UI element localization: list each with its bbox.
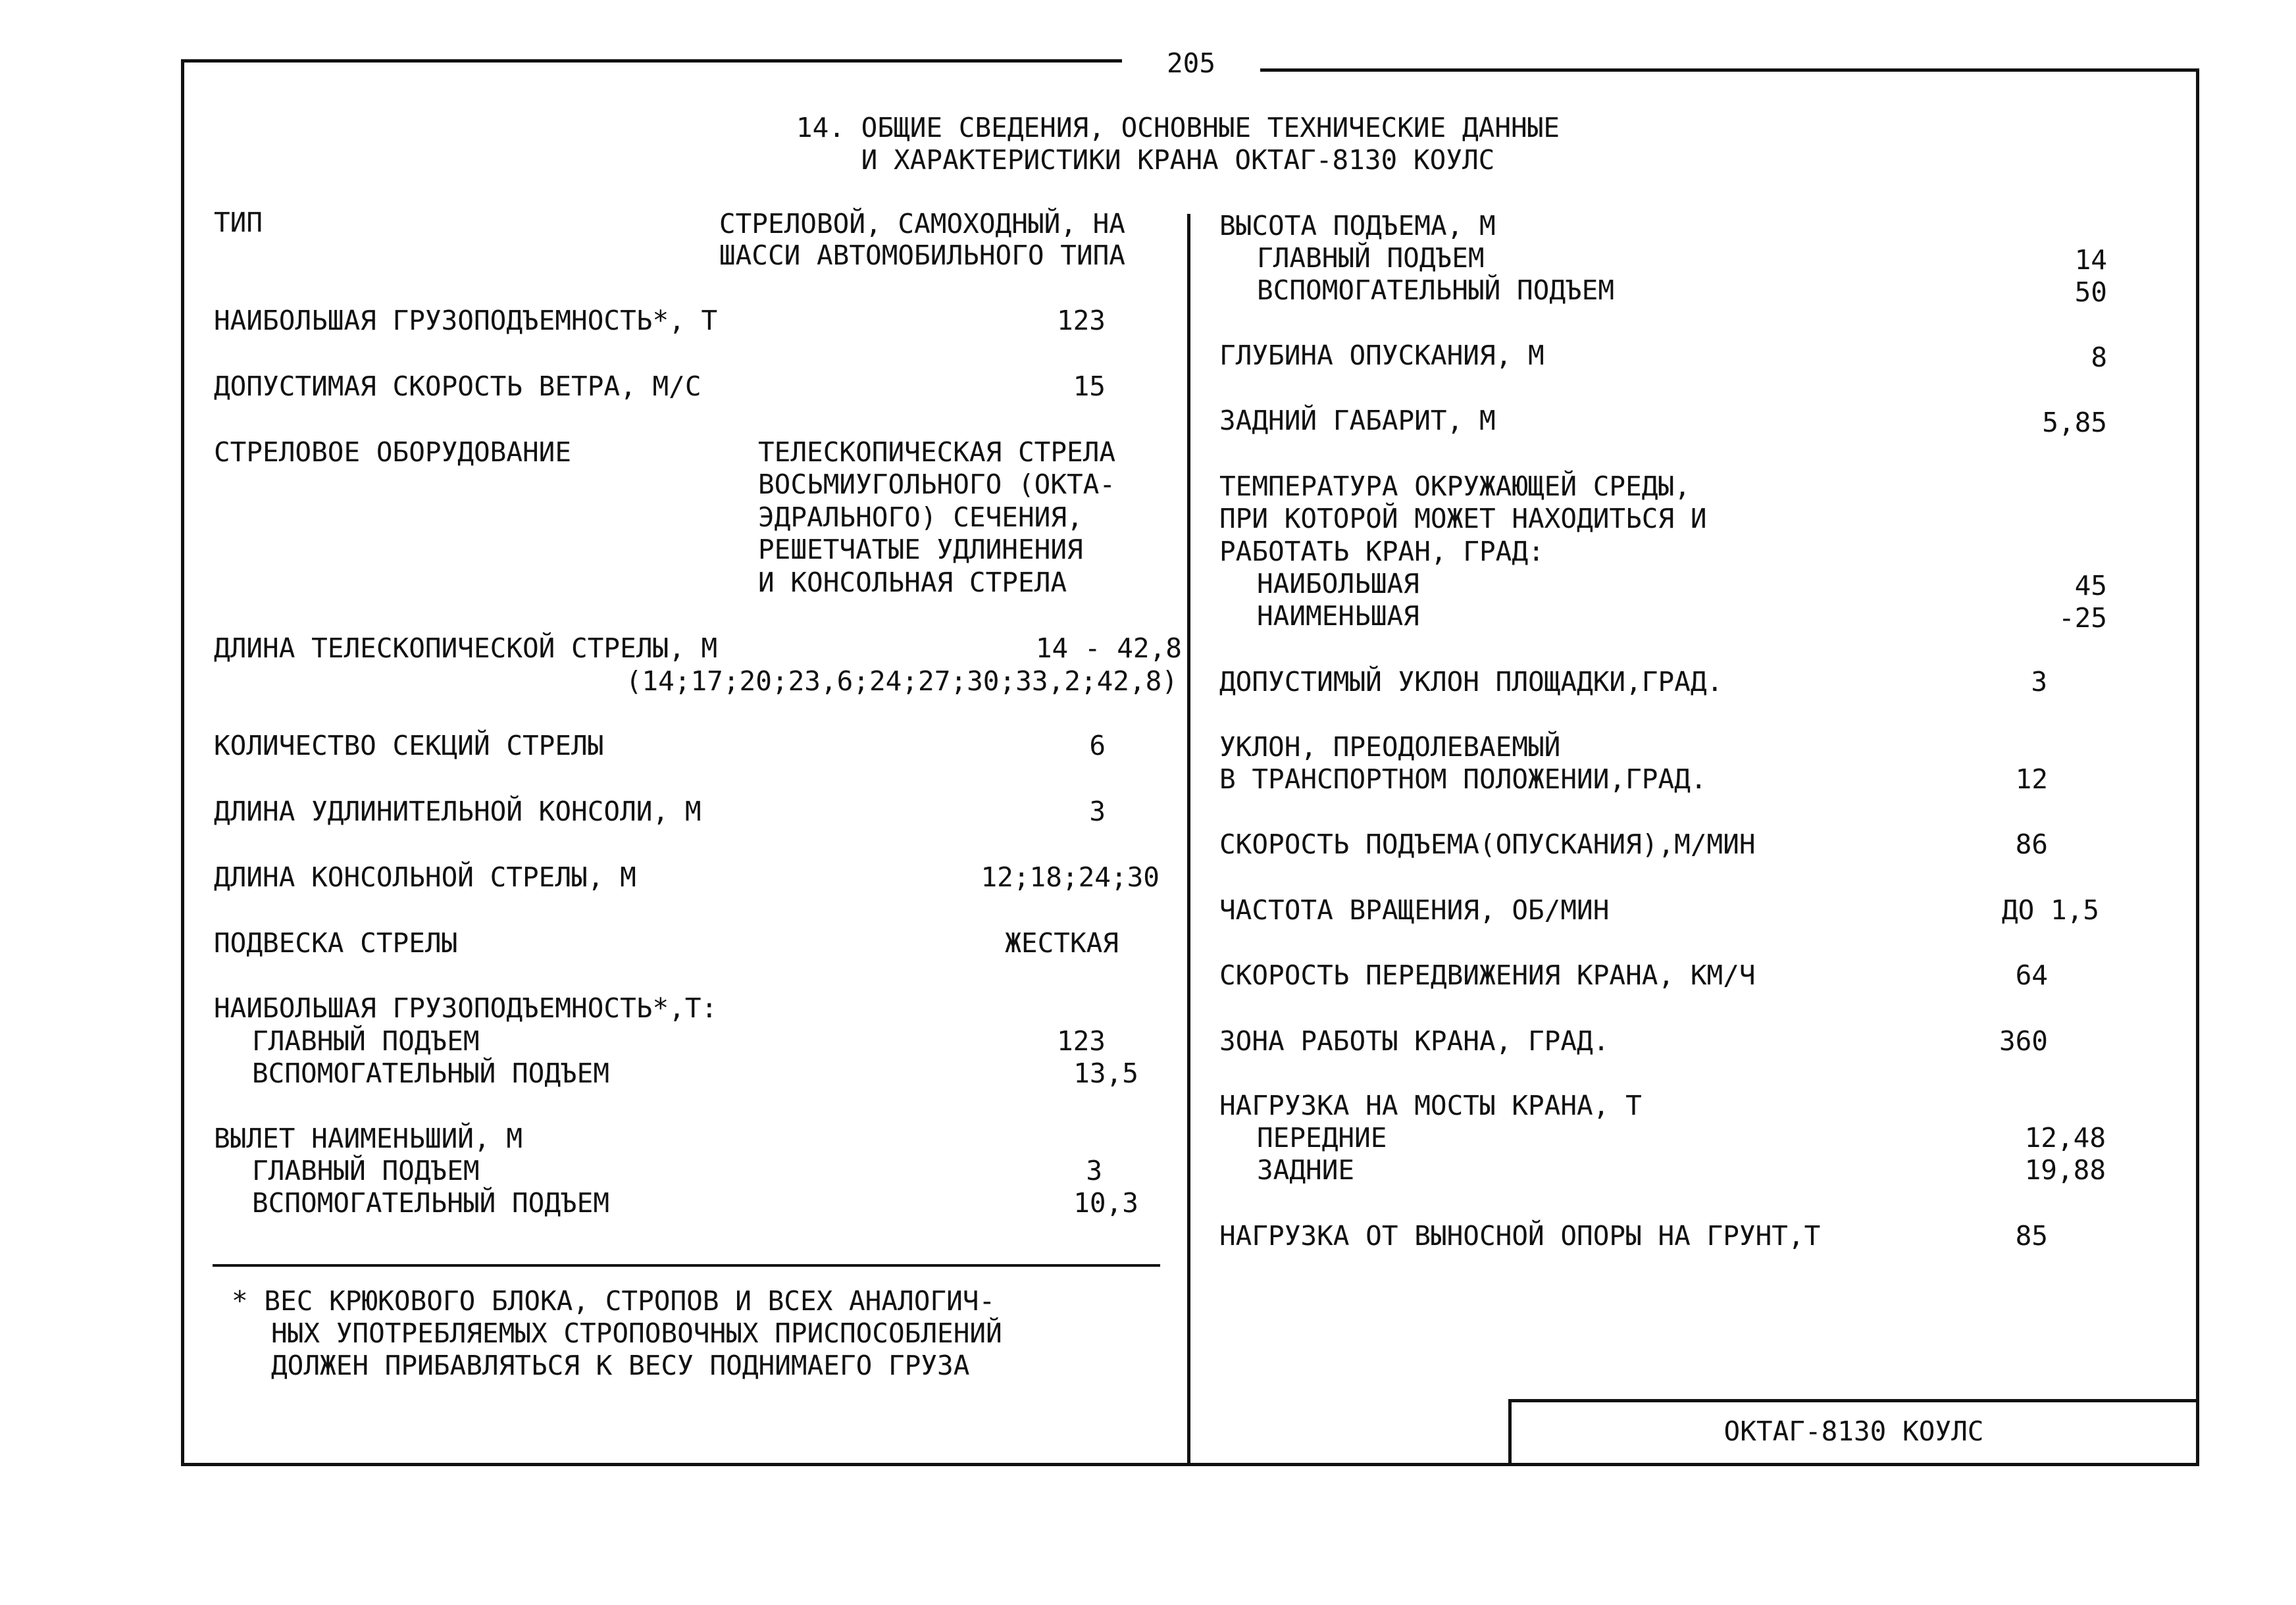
stamp-box-top (1508, 1399, 2199, 1402)
frame-right (2196, 68, 2199, 1466)
rear-clearance-value: 5,85 (2042, 407, 2107, 438)
lift-height-aux-value: 50 (2074, 276, 2107, 308)
telescopic-length-detail: (14;17;20;23,6;24;27;30;33,2;42,8) (625, 665, 1178, 697)
column-divider (1187, 214, 1190, 1466)
min-reach-main-label: ГЛАВНЫЙ ПОДЪЕМ (252, 1155, 480, 1186)
lowering-depth-value: 8 (2091, 342, 2107, 373)
frame-top-right (1260, 68, 2199, 72)
temperature-max-label: НАИБОЛЬШАЯ (1257, 568, 1419, 599)
rotation-label: ЧАСТОТА ВРАЩЕНИЯ, ОБ/МИН (1219, 894, 1610, 926)
temperature-max-value: 45 (2074, 570, 2107, 601)
work-zone-label: ЗОНА РАБОТЫ КРАНА, ГРАД. (1219, 1025, 1610, 1057)
transport-slope-value: 12 (2015, 763, 2048, 795)
suspension-value: ЖЕСТКАЯ (1005, 927, 1119, 959)
axle-load-front-value: 12,48 (2024, 1122, 2106, 1154)
lift-height-aux-label: ВСПОМОГАТЕЛЬНЫЙ ПОДЪЕМ (1257, 274, 1615, 306)
footnote-line-2: НЫХ УПОТРЕБЛЯЕМЫХ СТРОПОВОЧНЫХ ПРИСПОСОБЛЕНИЙ (271, 1317, 1002, 1349)
footnote-line-3: ДОЛЖЕН ПРИБАВЛЯТЬСЯ К ВЕСУ ПОДНИМАЕГО ГРУЗА (271, 1350, 970, 1381)
rotation-value: ДО 1,5 (2001, 894, 2099, 926)
console-boom-value: 12;18;24;30 (981, 861, 1160, 893)
site-slope-label: ДОПУСТИМЫЙ УКЛОН ПЛОЩАДКИ,ГРАД. (1219, 666, 1723, 698)
boom-equipment-line-4: РЕШЕТЧАТЫЕ УДЛИНЕНИЯ (758, 534, 1083, 565)
sections-value: 6 (1089, 730, 1106, 761)
temperature-line-3: РАБОТАТЬ КРАН, ГРАД: (1219, 536, 1544, 567)
axle-load-label: НАГРУЗКА НА МОСТЫ КРАНА, Т (1219, 1090, 1642, 1121)
wind-speed-value: 15 (1073, 370, 1106, 402)
max-capacity-label: НАИБОЛЬШАЯ ГРУЗОПОДЪЕМНОСТЬ*, Т (214, 305, 718, 336)
min-reach-main-value: 3 (1086, 1155, 1102, 1186)
title-line-2: И ХАРАКТЕРИСТИКИ КРАНА ОКТАГ-8130 КОУЛС (861, 144, 1495, 176)
lift-height-main-label: ГЛАВНЫЙ ПОДЪЕМ (1257, 242, 1485, 274)
capacity-main-value: 123 (1056, 1025, 1106, 1057)
capacity-main-label: ГЛАВНЫЙ ПОДЪЕМ (252, 1025, 480, 1057)
outrigger-load-value: 85 (2015, 1220, 2048, 1252)
travel-speed-label: СКОРОСТЬ ПЕРЕДВИЖЕНИЯ КРАНА, КМ/Ч (1219, 959, 1756, 991)
min-reach-aux-value: 10,3 (1073, 1187, 1138, 1219)
axle-load-rear-label: ЗАДНИЕ (1257, 1154, 1355, 1186)
temperature-line-2: ПРИ КОТОРОЙ МОЖЕТ НАХОДИТЬСЯ И (1219, 503, 1707, 534)
transport-slope-line-2: В ТРАНСПОРТНОМ ПОЛОЖЕНИИ,ГРАД. (1219, 763, 1707, 795)
wind-speed-label: ДОПУСТИМАЯ СКОРОСТЬ ВЕТРА, М/С (214, 370, 702, 402)
work-zone-value: 360 (1999, 1025, 2048, 1057)
lift-speed-label: СКОРОСТЬ ПОДЪЕМА(ОПУСКАНИЯ),М/МИН (1219, 828, 1756, 860)
boom-equipment-line-2: ВОСЬМИУГОЛЬНОГО (ОКТА- (758, 469, 1116, 500)
transport-slope-line-1: УКЛОН, ПРЕОДОЛЕВАЕМЫЙ (1219, 731, 1561, 763)
footnote-rule (213, 1264, 1160, 1267)
frame-top-left (183, 59, 1122, 63)
max-capacity-value: 123 (1056, 305, 1106, 336)
telescopic-length-value: 14 - 42,8 (1035, 632, 1182, 664)
title-line-1: 14. ОБЩИЕ СВЕДЕНИЯ, ОСНОВНЫЕ ТЕХНИЧЕСКИЕ ДАННЫЕ (796, 112, 1560, 143)
boom-equipment-line-1: ТЕЛЕСКОПИЧЕСКАЯ СТРЕЛА (758, 436, 1116, 468)
lowering-depth-label: ГЛУБИНА ОПУСКАНИЯ, М (1219, 340, 1544, 371)
frame-left (181, 59, 184, 1466)
capacity-lifts-label: НАИБОЛЬШАЯ ГРУЗОПОДЪЕМНОСТЬ*,Т: (214, 992, 718, 1024)
axle-load-front-label: ПЕРЕДНИЕ (1257, 1122, 1387, 1154)
type-value-line-1: СТРЕЛОВОЙ, САМОХОДНЫЙ, НА (719, 208, 1125, 240)
sections-label: КОЛИЧЕСТВО СЕКЦИЙ СТРЕЛЫ (214, 730, 604, 761)
footnote-line-1: * ВЕС КРЮКОВОГО БЛОКА, СТРОПОВ И ВСЕХ АНАЛОГИЧ- (232, 1285, 996, 1317)
console-boom-label: ДЛИНА КОНСОЛЬНОЙ СТРЕЛЫ, М (214, 861, 636, 893)
temperature-min-value: -25 (2058, 602, 2107, 634)
lift-height-label: ВЫСОТА ПОДЪЕМА, М (1219, 210, 1496, 242)
min-reach-label: ВЫЛЕТ НАИМЕНЬШИЙ, М (214, 1123, 523, 1154)
type-label: ТИП (214, 207, 263, 238)
extension-console-label: ДЛИНА УДЛИНИТЕЛЬНОЙ КОНСОЛИ, М (214, 796, 702, 827)
suspension-label: ПОДВЕСКА СТРЕЛЫ (214, 927, 458, 959)
lift-speed-value: 86 (2015, 828, 2048, 860)
extension-console-value: 3 (1089, 796, 1106, 827)
site-slope-value: 3 (2031, 666, 2047, 698)
capacity-aux-value: 13,5 (1073, 1057, 1138, 1089)
lift-height-main-value: 14 (2074, 244, 2107, 276)
type-value-line-2: ШАССИ АВТОМОБИЛЬНОГО ТИПА (719, 240, 1125, 271)
boom-equipment-label: СТРЕЛОВОЕ ОБОРУДОВАНИЕ (214, 436, 572, 468)
boom-equipment-line-5: И КОНСОЛЬНАЯ СТРЕЛА (758, 567, 1067, 598)
capacity-aux-label: ВСПОМОГАТЕЛЬНЫЙ ПОДЪЕМ (252, 1057, 610, 1089)
temperature-min-label: НАИМЕНЬШАЯ (1257, 600, 1419, 632)
axle-load-rear-value: 19,88 (2024, 1154, 2106, 1186)
min-reach-aux-label: ВСПОМОГАТЕЛЬНЫЙ ПОДЪЕМ (252, 1187, 610, 1219)
page-number: 205 (1166, 47, 1216, 79)
travel-speed-value: 64 (2015, 959, 2048, 991)
temperature-line-1: ТЕМПЕРАТУРА ОКРУЖАЮЩЕЙ СРЕДЫ, (1219, 471, 1691, 502)
outrigger-load-label: НАГРУЗКА ОТ ВЫНОСНОЙ ОПОРЫ НА ГРУНТ,Т (1219, 1220, 1821, 1252)
boom-equipment-line-3: ЭДРАЛЬНОГО) СЕЧЕНИЯ, (758, 501, 1083, 533)
telescopic-length-label: ДЛИНА ТЕЛЕСКОПИЧЕСКОЙ СТРЕЛЫ, М (214, 632, 718, 664)
rear-clearance-label: ЗАДНИЙ ГАБАРИТ, М (1219, 405, 1496, 436)
stamp-label: ОКТАГ-8130 КОУЛС (1723, 1415, 1984, 1447)
